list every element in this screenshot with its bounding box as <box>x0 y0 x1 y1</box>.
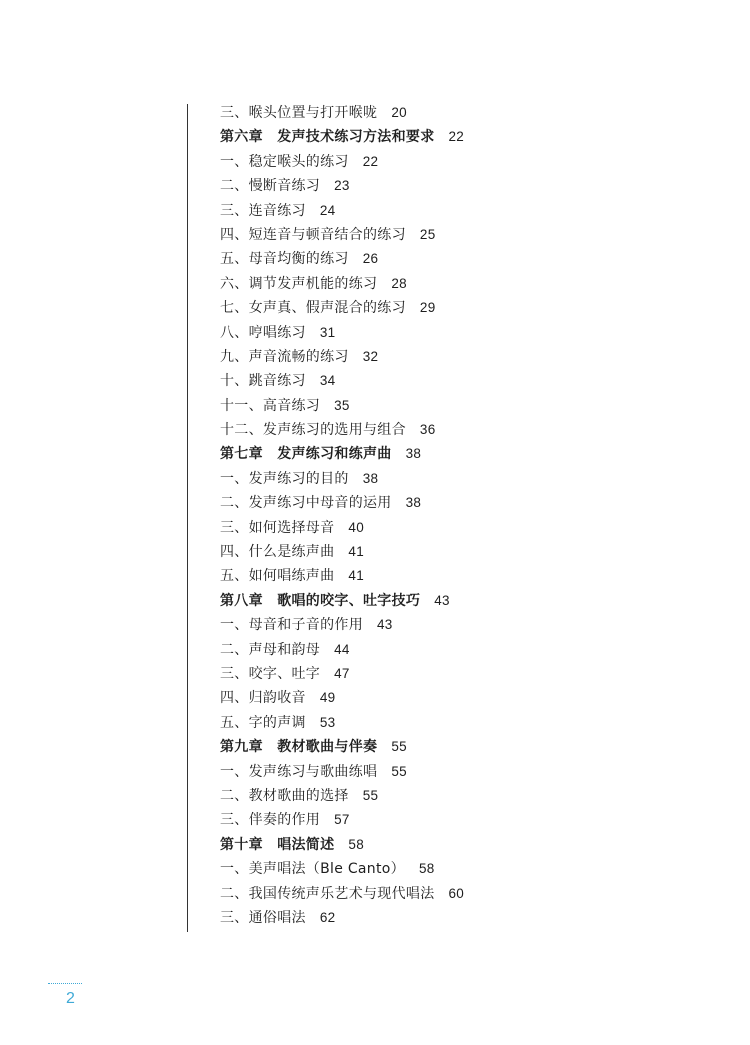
toc-entry-title: 四、归韵收音 <box>220 690 306 707</box>
toc-entry-page: 40 <box>348 519 365 535</box>
toc-section-entry <box>220 174 720 198</box>
toc-entry-title: 七、女声真、假声混合的练习 <box>220 300 406 317</box>
toc-section-entry <box>220 906 720 930</box>
toc-section-entry <box>220 394 720 418</box>
toc-entry-page: 24 <box>319 202 336 218</box>
toc-entry-page: 62 <box>319 909 336 925</box>
toc-chapter-entry <box>220 589 720 613</box>
toc-entry-page: 28 <box>391 275 407 291</box>
toc-section-entry <box>220 540 720 564</box>
toc-entry-title: 第九章 教材歌曲与伴奏 <box>220 739 378 756</box>
toc-entry-title: 三、喉头位置与打开喉咙 <box>220 105 378 121</box>
toc-entry-title: 第十章 唱法简述 <box>220 836 335 853</box>
toc-entry-page: 32 <box>362 348 379 364</box>
toc-entry-page: 57 <box>334 812 350 828</box>
toc-section-entry <box>220 199 720 223</box>
toc-entry-title: 一、稳定喉头的练习 <box>220 153 349 170</box>
toc-section-entry <box>220 491 720 515</box>
toc-section-entry <box>220 101 720 125</box>
toc-entry-title: 一、母音和子音的作用 <box>220 617 363 634</box>
toc-entry-title: 九、声音流畅的练习 <box>220 348 349 365</box>
toc-chapter-entry <box>220 125 720 149</box>
toc-entry-page: 53 <box>319 714 336 730</box>
toc-section-entry <box>220 613 720 637</box>
toc-section-entry <box>220 369 720 393</box>
table-of-contents <box>220 101 720 930</box>
toc-section-entry <box>220 662 720 686</box>
toc-chapter-entry <box>220 442 720 466</box>
toc-entry-title: 四、短连音与顿音结合的练习 <box>220 226 406 243</box>
toc-section-entry <box>220 760 720 784</box>
toc-section-entry <box>220 223 720 247</box>
toc-entry-title: 二、慢断音练习 <box>220 178 321 195</box>
toc-entry-title: 六、调节发声机能的练习 <box>220 275 378 292</box>
toc-entry-page: 55 <box>391 739 407 755</box>
toc-chapter-entry <box>220 735 720 759</box>
toc-entry-page: 22 <box>448 129 465 145</box>
footer-dotted-line <box>48 983 82 984</box>
toc-entry-title: 十、跳音练习 <box>220 373 306 390</box>
toc-section-entry <box>220 882 720 906</box>
toc-entry-title: 第七章 发声练习和练声曲 <box>220 446 392 463</box>
toc-entry-title: 十一、高音练习 <box>220 397 321 414</box>
toc-section-entry <box>220 321 720 345</box>
toc-section-entry <box>220 150 720 174</box>
toc-section-entry <box>220 516 720 540</box>
toc-entry-page: 41 <box>348 544 365 560</box>
toc-entry-page: 38 <box>405 446 422 462</box>
toc-entry-title: 二、发声练习中母音的运用 <box>220 495 392 512</box>
toc-vertical-rule <box>187 104 188 932</box>
toc-entry-title: 三、伴奏的作用 <box>220 812 321 829</box>
toc-entry-page: 23 <box>334 178 350 194</box>
toc-entry-title: 一、发声练习的目的 <box>220 470 349 487</box>
toc-entry-page: 55 <box>362 787 379 803</box>
page-number: 2 <box>66 990 75 1007</box>
toc-entry-title: 四、什么是练声曲 <box>220 544 335 561</box>
toc-entry-page: 58 <box>348 836 365 852</box>
toc-entry-page: 44 <box>334 641 350 657</box>
toc-section-entry <box>220 686 720 710</box>
toc-section-entry <box>220 247 720 271</box>
toc-entry-page: 20 <box>391 105 407 120</box>
toc-entry-title: 二、我国传统声乐艺术与现代唱法 <box>220 885 435 902</box>
toc-entry-page: 38 <box>405 495 422 511</box>
toc-entry-title: 十二、发声练习的选用与组合 <box>220 422 406 439</box>
toc-entry-page: 38 <box>362 470 379 486</box>
toc-section-entry <box>220 711 720 735</box>
toc-entry-page: 31 <box>319 324 336 340</box>
toc-entry-title: 五、字的声调 <box>220 714 306 731</box>
toc-entry-title: 三、咬字、吐字 <box>220 665 321 682</box>
toc-section-entry <box>220 272 720 296</box>
toc-entry-title: 五、如何唱练声曲 <box>220 568 335 585</box>
toc-section-entry <box>220 467 720 491</box>
toc-entry-title: 一、美声唱法（Ble Canto） <box>220 861 405 878</box>
toc-entry-title: 一、发声练习与歌曲练唱 <box>220 763 378 780</box>
toc-entry-title: 三、连音练习 <box>220 202 306 219</box>
toc-section-entry <box>220 296 720 320</box>
toc-entry-title: 三、通俗唱法 <box>220 909 306 926</box>
toc-entry-page: 25 <box>419 226 436 242</box>
toc-entry-page: 43 <box>377 617 393 633</box>
toc-entry-page: 49 <box>319 690 336 706</box>
toc-entry-title: 五、母音均衡的练习 <box>220 251 349 268</box>
toc-section-entry <box>220 638 720 662</box>
toc-section-entry <box>220 345 720 369</box>
toc-entry-page: 35 <box>334 397 350 413</box>
toc-section-entry <box>220 564 720 588</box>
toc-entry-page: 47 <box>334 665 350 681</box>
toc-entry-title: 三、如何选择母音 <box>220 519 335 536</box>
toc-entry-page: 34 <box>319 373 336 389</box>
toc-entry-title: 第八章 歌唱的咬字、吐字技巧 <box>220 592 421 609</box>
toc-section-entry <box>220 857 720 881</box>
toc-entry-page: 29 <box>419 300 436 316</box>
toc-entry-page: 26 <box>362 251 379 267</box>
toc-entry-title: 第六章 发声技术练习方法和要求 <box>220 129 435 146</box>
toc-entry-title: 八、哼唱练习 <box>220 324 306 341</box>
toc-entry-page: 22 <box>362 153 379 169</box>
toc-entry-page: 41 <box>348 568 365 584</box>
toc-section-entry <box>220 808 720 832</box>
toc-entry-page: 60 <box>448 885 465 901</box>
toc-entry-page: 43 <box>434 592 450 608</box>
toc-section-entry <box>220 418 720 442</box>
toc-section-entry <box>220 784 720 808</box>
toc-entry-page: 55 <box>391 763 407 779</box>
toc-entry-page: 36 <box>419 422 436 438</box>
toc-entry-title: 二、教材歌曲的选择 <box>220 787 349 804</box>
toc-entry-page: 58 <box>418 861 435 877</box>
toc-chapter-entry <box>220 833 720 857</box>
toc-entry-title: 二、声母和韵母 <box>220 641 321 658</box>
